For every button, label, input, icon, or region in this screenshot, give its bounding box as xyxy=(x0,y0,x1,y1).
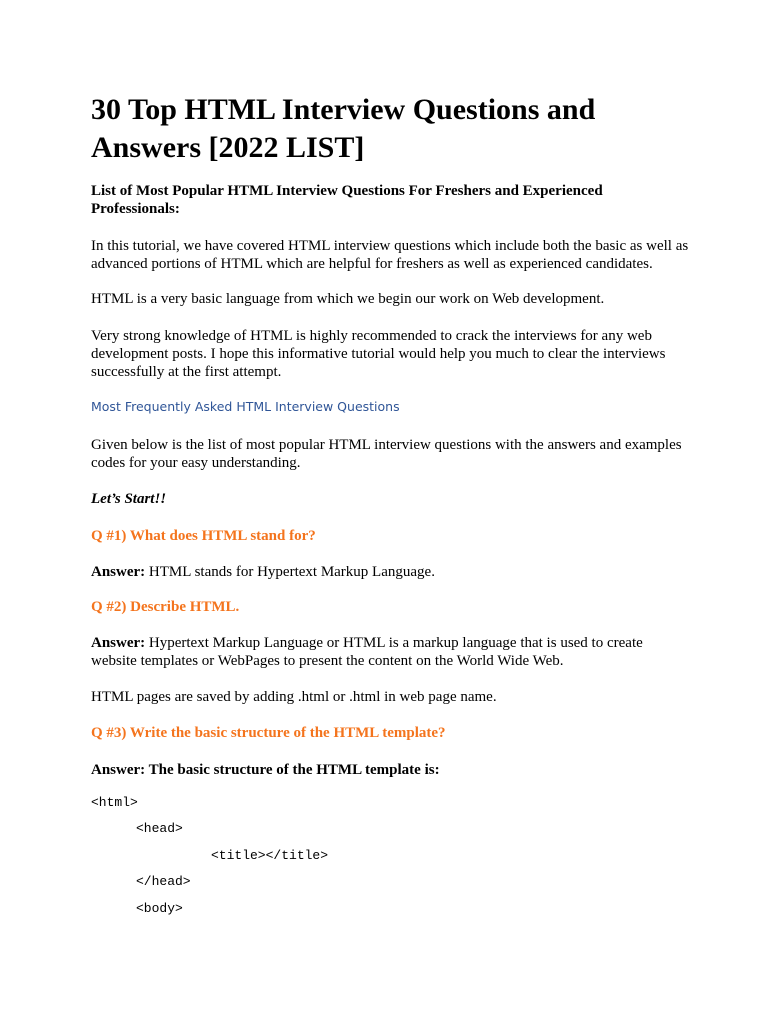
intro-paragraph-3: Very strong knowledge of HTML is highly recommended to crack the interviews for any web development posts. I hope this informative tutorial would help you much to clear the interviews successfully at the first attempt. xyxy=(91,328,666,380)
code-line-title: <title></title> xyxy=(211,848,329,863)
answer-3: Answer: The basic structure of the HTML template is: xyxy=(91,762,440,778)
code-line-head-open: <head> xyxy=(136,821,183,836)
question-3: Q #3) Write the basic structure of the HTML template? xyxy=(91,725,446,741)
question-1: Q #1) What does HTML stand for? xyxy=(91,528,316,544)
answer-2-extra: HTML pages are saved by adding .html or .html in web page name. xyxy=(91,689,497,705)
intro-paragraph-2: HTML is a very basic language from which we begin our work on Web development. xyxy=(91,291,605,307)
code-line-head-close: </head> xyxy=(136,874,191,889)
answer-2-label: Answer: xyxy=(91,635,146,651)
code-line-html-open: <html> xyxy=(91,795,138,810)
intro-paragraph-1: In this tutorial, we have covered HTML interview questions which include both the basic as well as advanced portions of HTML which are helpful for freshers as well as experienced candidates. xyxy=(91,238,689,272)
answer-1-text: HTML stands for Hypertext Markup Language. xyxy=(145,564,435,580)
page-title: 30 Top HTML Interview Questions and Answers [2022 LIST] xyxy=(91,93,596,164)
question-2: Q #2) Describe HTML. xyxy=(91,599,240,615)
answer-1 xyxy=(91,563,691,581)
lets-start-text: Let’s Start!! xyxy=(91,491,167,507)
answer-1-label: Answer: xyxy=(91,564,146,580)
code-line-body-open: <body> xyxy=(136,901,183,916)
answer-2 xyxy=(91,634,691,670)
answer-2-text: Hypertext Markup Language or HTML is a markup language that is used to create website templates or WebPages to present the content on the World Wide Web. xyxy=(91,635,643,669)
subtitle: List of Most Popular HTML Interview Questions For Freshers and Experienced Professionals: xyxy=(91,183,603,217)
section-intro: Given below is the list of most popular HTML interview questions with the answers and examples codes for your easy understanding. xyxy=(91,437,682,471)
section-heading-link[interactable]: Most Frequently Asked HTML Interview Questions xyxy=(91,399,400,414)
